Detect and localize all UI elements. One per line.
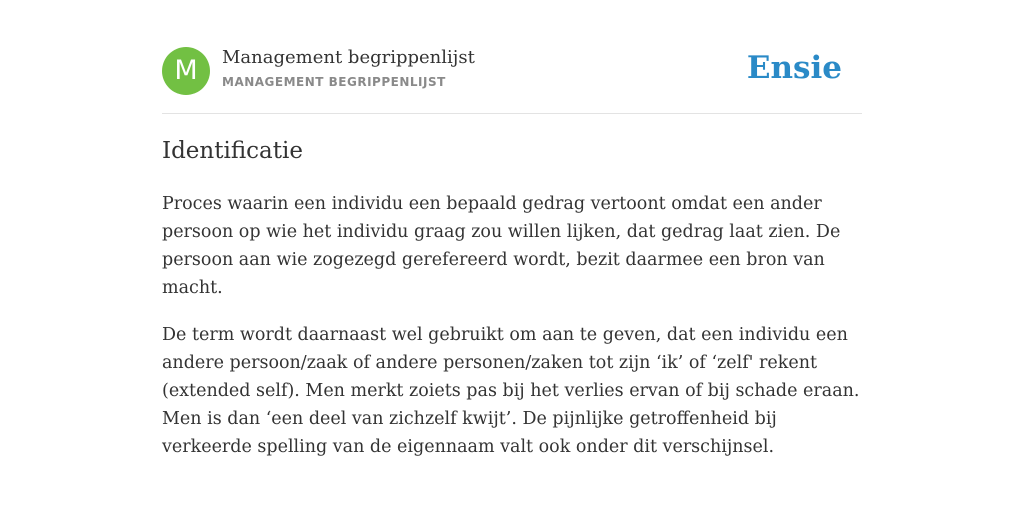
source-avatar[interactable]: M bbox=[162, 47, 210, 95]
source-subtitle[interactable]: MANAGEMENT BEGRIPPENLIJST bbox=[222, 75, 446, 89]
term-title: Identificatie bbox=[162, 138, 303, 164]
source-title[interactable]: Management begrippenlijst bbox=[222, 47, 475, 68]
definition-body bbox=[162, 190, 862, 480]
brand-logo[interactable]: Ensie bbox=[746, 50, 842, 86]
definition-paragraph: De term wordt daarnaast wel gebruikt om aan te geven, dat een individu een andere persoon/zaak of andere personen/zaken tot zijn ‘ik’ of ‘zelf' rekent (extended self). Men merkt zoiets pas bij het verlies ervan of bij schade eraan. Men is dan ‘een deel van zichzelf kwijt’. De pijnlijke getroffenheid bij verkeerde spelling van de eigennaam valt ook onder dit verschijnsel. bbox=[162, 325, 860, 457]
divider bbox=[162, 113, 862, 114]
header bbox=[162, 46, 862, 96]
definition-paragraph: Proces waarin een individu een bepaald gedrag vertoont omdat een ander persoon op wie het individu graag zou willen lijken, dat gedrag laat zien. De persoon aan wie zogezegd gerefereerd wordt, bezit daarmee een bron van macht. bbox=[162, 194, 841, 298]
